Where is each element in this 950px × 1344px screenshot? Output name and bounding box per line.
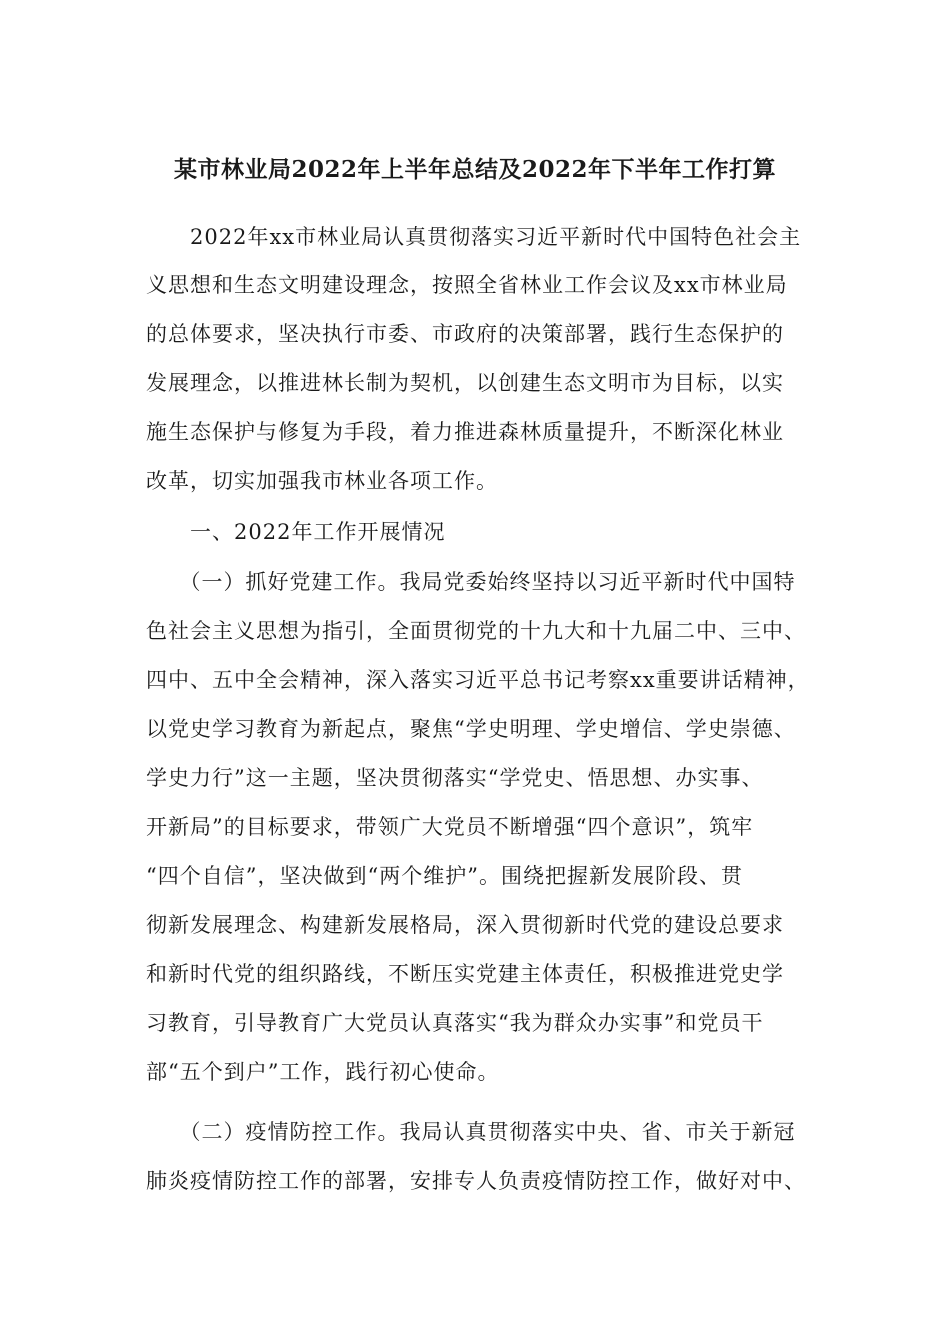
body-line: 改革，切实加强我市林业各项工作。 — [146, 469, 498, 493]
body-line: 以党史学习教育为新起点，聚焦“学史明理、学史增信、学史崇德、 — [146, 717, 796, 741]
body-line: 开新局”的目标要求，带领广大党员不断增强“四个意识”，筑牢 — [146, 815, 754, 839]
body-line: 施生态保护与修复为手段，着力推进森林质量提升，不断深化林业 — [146, 420, 784, 444]
body-line: 色社会主义思想为指引，全面贯彻党的十九大和十九届二中、三中、 — [146, 619, 806, 643]
body-line: “四个自信”，坚决做到“两个维护”。围绕把握新发展阶段、贯 — [146, 864, 743, 888]
body-line: 的总体要求，坚决执行市委、市政府的决策部署，践行生态保护的 — [146, 322, 784, 346]
body-line: （二）疫情防控工作。我局认真贯彻落实中央、省、市关于新冠 — [146, 1120, 796, 1144]
body-line: （一）抓好党建工作。我局党委始终坚持以习近平新时代中国特 — [146, 570, 796, 594]
section-heading: 一、2022年工作开展情况 — [146, 520, 446, 544]
body-line: 部“五个到户”工作，践行初心使命。 — [146, 1060, 500, 1084]
body-line: 习教育，引导教育广大党员认真落实“我为群众办实事”和党员干 — [146, 1011, 764, 1035]
body-line: 2022年xx市林业局认真贯彻落实习近平新时代中国特色社会主 — [146, 225, 802, 249]
body-line: 四中、五中全会精神，深入落实习近平总书记考察xx重要讲话精神， — [146, 668, 810, 692]
body-line: 学史力行”这一主题，坚决贯彻落实“学党史、悟思想、办实事、 — [146, 766, 764, 790]
body-line: 彻新发展理念、构建新发展格局，深入贯彻新时代党的建设总要求 — [146, 913, 784, 937]
body-line: 义思想和生态文明建设理念，按照全省林业工作会议及xx市林业局 — [146, 273, 788, 297]
body-line: 发展理念，以推进林长制为契机，以创建生态文明市为目标，以实 — [146, 371, 784, 395]
body-line: 肺炎疫情防控工作的部署，安排专人负责疫情防控工作，做好对中、 — [146, 1169, 806, 1193]
document-title: 某市林业局2022年上半年总结及2022年下半年工作打算 — [173, 156, 777, 183]
body-line: 和新时代党的组织路线，不断压实党建主体责任，积极推进党史学 — [146, 962, 784, 986]
